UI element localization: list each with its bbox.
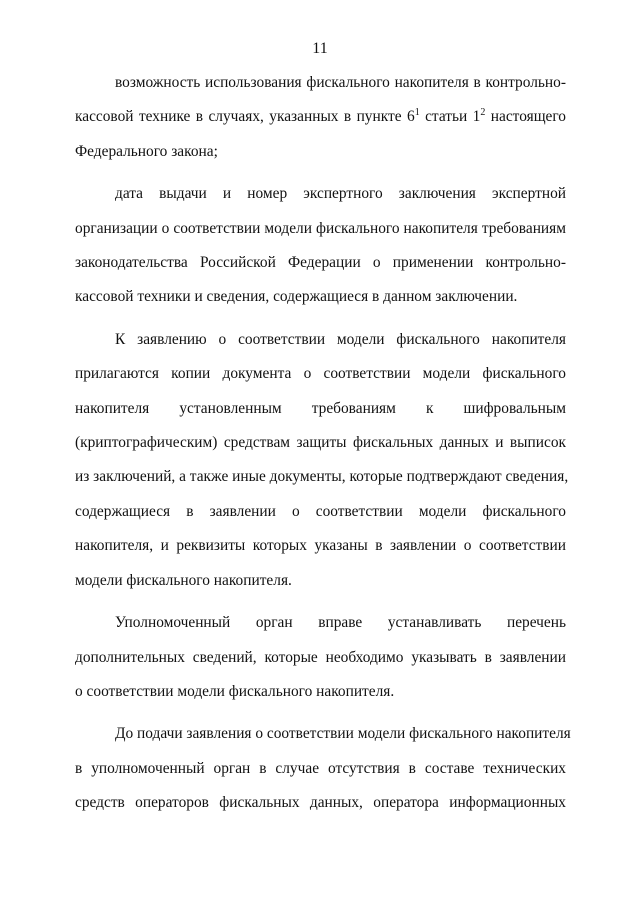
text-line: организации о соответствии модели фискального накопителя требованиям xyxy=(75,219,566,237)
text-line: из заключений, а также иные документы, которые подтверждают сведения, xyxy=(75,468,569,486)
text-line: накопителя, и реквизиты которых указаны в заявлении о соответствии xyxy=(75,537,566,555)
text-line: До подачи заявления о соответствии модели фискального накопителя xyxy=(115,725,571,743)
paragraph-5 xyxy=(75,717,571,820)
text-line: дополнительных сведений, которые необходимо указывать в заявлении xyxy=(75,648,566,666)
text-line: прилагаются копии документа о соответствии модели фискального xyxy=(75,365,566,383)
text-line: (криптографическим) средствам защиты фискальных данных и выписок xyxy=(75,434,566,452)
text-line: законодательства Российской Федерации о применении контрольно- xyxy=(75,254,566,272)
superscript: 2 xyxy=(480,107,486,119)
document-body xyxy=(75,66,571,829)
text-line: Уполномоченный орган вправе устанавливать перечень xyxy=(115,614,566,632)
text-line: модели фискального накопителя. xyxy=(75,571,292,589)
text-line: накопителя установленным требованиям к шифровальным xyxy=(75,399,566,417)
text-line xyxy=(75,100,566,134)
text-line: в уполномоченный орган в случае отсутствия в составе технических xyxy=(75,759,566,777)
paragraph-3 xyxy=(75,323,569,598)
paragraph-2 xyxy=(75,177,566,315)
text-line: дата выдачи и номер экспертного заключения экспертной xyxy=(115,185,566,203)
text-line: средств операторов фискальных данных, оператора информационных xyxy=(75,794,566,812)
text-line: Федерального закона; xyxy=(75,142,218,160)
text-line-part: кассовой технике в случаях, указанных в пункте 6 xyxy=(75,108,415,126)
superscript: 1 xyxy=(414,107,420,119)
text-line-part: настоящего xyxy=(485,108,566,126)
text-line: кассовой техники и сведения, содержащиеся в данном заключении. xyxy=(75,288,518,306)
paragraph-1 xyxy=(75,66,566,169)
paragraph-4 xyxy=(75,606,566,709)
text-line: содержащиеся в заявлении о соответствии модели фискального xyxy=(75,502,566,520)
text-line: К заявлению о соответствии модели фискального накопителя xyxy=(115,330,566,348)
text-line-part: статьи 1 xyxy=(419,108,481,126)
text-line: возможность использования фискального накопителя в контрольно- xyxy=(115,74,566,91)
page-number: 11 xyxy=(312,40,328,57)
text-line: о соответствии модели фискального накопителя. xyxy=(75,682,395,700)
